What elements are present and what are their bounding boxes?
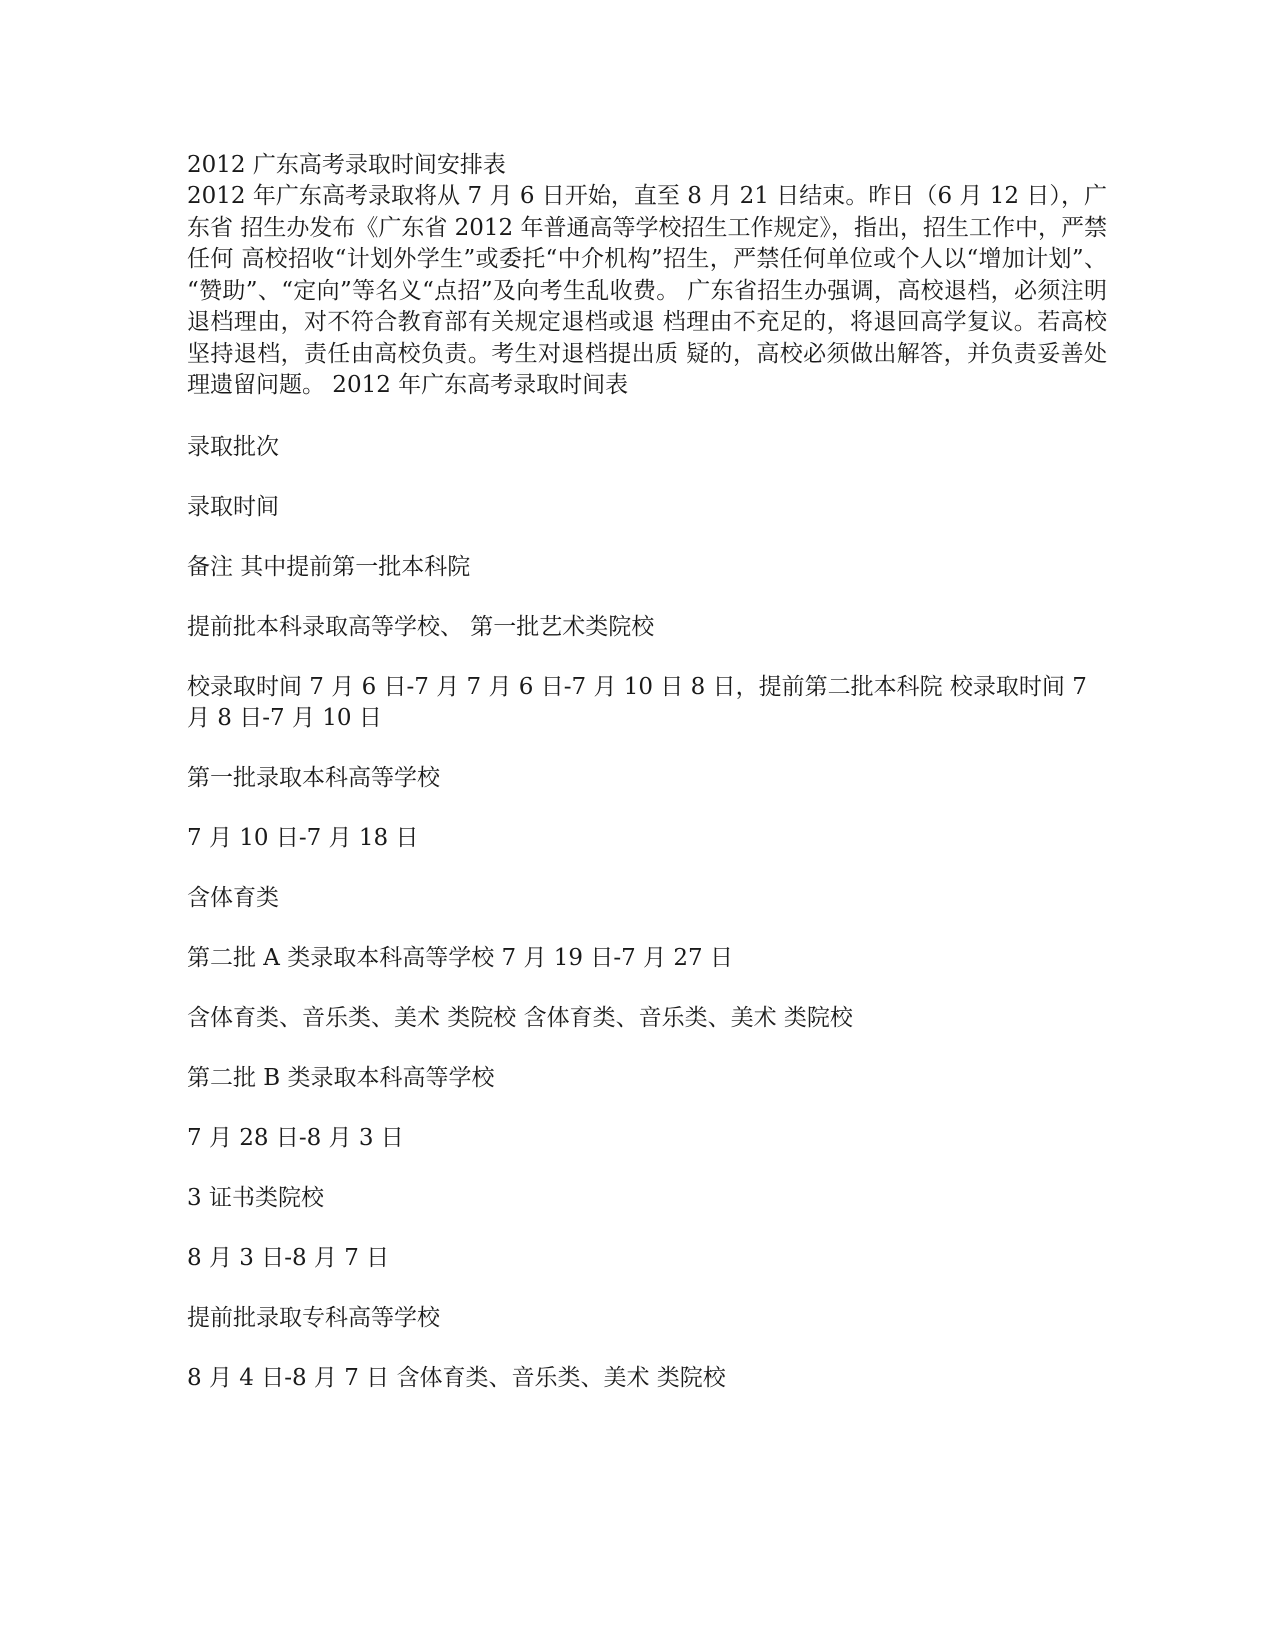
paragraph-second-batch-b: 第二批 B 类录取本科高等学校: [187, 1064, 495, 1091]
document-page: [187, 150, 1107, 1423]
paragraph-first-batch: 第一批录取本科高等学校: [187, 764, 440, 791]
paragraph-early-batch: 提前批本科录取高等学校、 第一批艺术类院校: [187, 613, 655, 640]
paragraph-early-batch-time: 校录取时间 7 月 6 日-7 月 7 月 6 日-7 月 10 日 8 日，提前第二批本科院 校录取时间 7 月 8 日-7 月 10 日: [187, 673, 1087, 731]
paragraph-first-batch-note: 含体育类: [187, 884, 279, 911]
document-title: 2012 广东高考录取时间安排表: [187, 152, 506, 178]
paragraph-first-batch-time: 7 月 10 日-7 月 18 日: [187, 824, 419, 851]
paragraph-early-vocational-time: 8 月 4 日-8 月 7 日 含体育类、音乐类、美术 类院校: [187, 1364, 726, 1391]
paragraph-time-header: 录取时间: [187, 493, 279, 520]
intro-paragraph: 2012 年广东高考录取将从 7 月 6 日开始，直至 8 月 21 日结束。昨日（6 月 12 日），广东省 招生办发布《广东省 2012 年普通高等学校招生工作规定》，指出，招生工作中，严禁任何 高校招收“计划外学生”或委托“中介机构”招生，严禁任何单位或个人以“增加计划”、 “赞助”、“定向”等名义“点招”及向考生乱收费。 广东省招生办强调，高校退档，必须注明退档理由，对不符合教育部有关规定退档或退 档理由不充足的，将退回高学复议。若高校坚持退档，责任由高校负责。考生对退档提出质 疑的，高校必须做出解答，并负责妥善处理遗留问题。 2012 年广东高考录取时间表: [187, 183, 1107, 398]
paragraph-batch-header: 录取批次: [187, 433, 279, 460]
paragraph-certificate-schools: 3 证书类院校: [187, 1184, 324, 1211]
paragraph-second-batch-b-time: 7 月 28 日-8 月 3 日: [187, 1124, 404, 1151]
paragraph-second-batch-a-note: 含体育类、音乐类、美术 类院校 含体育类、音乐类、美术 类院校: [187, 1004, 853, 1031]
paragraph-early-vocational: 提前批录取专科高等学校: [187, 1304, 440, 1331]
paragraph-second-batch-a: 第二批 A 类录取本科高等学校 7 月 19 日-7 月 27 日: [187, 944, 733, 971]
paragraph-remarks-header: 备注 其中提前第一批本科院: [187, 553, 471, 580]
paragraph-certificate-time: 8 月 3 日-8 月 7 日: [187, 1244, 390, 1271]
